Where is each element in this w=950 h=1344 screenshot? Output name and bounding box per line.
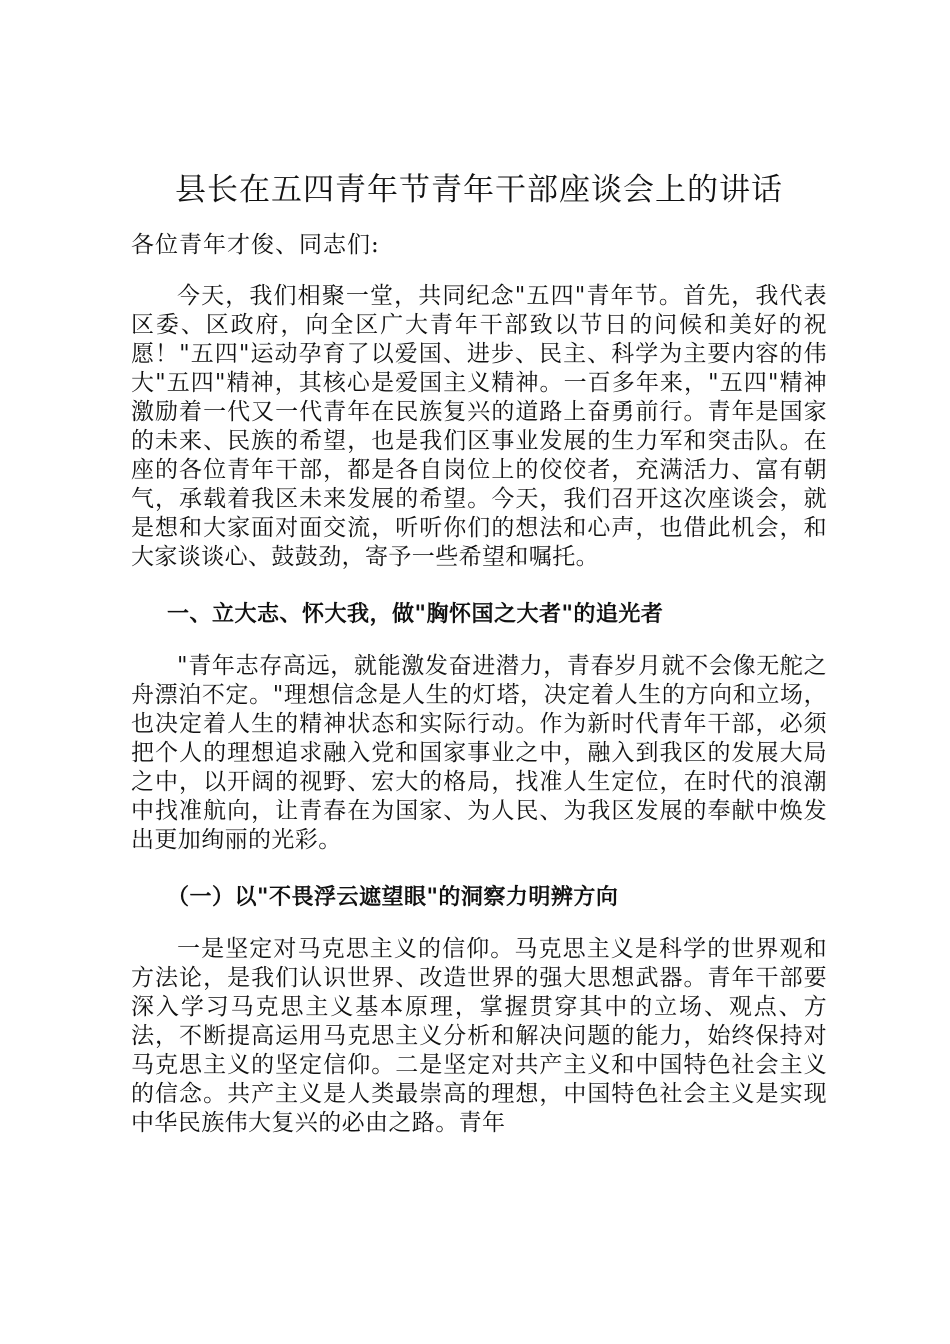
paragraph-subsection-1: 一是坚定对马克思主义的信仰。马克思主义是科学的世界观和方法论，是我们认识世界、改造世界的强大思想武器。青年干部要深入学习马克思主义基本原理，掌握贯穿其中的立场、观点、方法，不断提高运用马克思主义分析和解决问题的能力，始终保持对马克思主义的坚定信仰。二是坚定对共产主义和中国特色社会主义的信念。共产主义是人类最崇高的理想，中国特色社会主义是实现中华民族伟大复兴的必由之路。青年 [131, 936, 827, 1136]
section-heading-1: 一、立大志、怀大我，做"胸怀国之大者"的追光者 [167, 602, 664, 627]
greeting: 各位青年才俊、同志们: [131, 232, 380, 258]
paragraph-section-1: "青年志存高远，就能激发奋进潜力，青春岁月就不会像无舵之舟漂泊不定。"理想信念是人生的灯塔，决定着人生的方向和立场，也决定着人生的精神状态和实际行动。作为新时代青年干部，必须把个人的理想追求融入党和国家事业之中，融入到我区的发展大局之中，以开阔的视野、宏大的格局，找准人生定位，在时代的浪潮中找准航向，让青春在为国家、为人民、为我区发展的奉献中焕发出更加绚丽的光彩。 [131, 653, 827, 853]
subsection-heading-1: （一）以"不畏浮云遮望眼"的洞察力明辨方向 [167, 885, 619, 910]
document-title: 县长在五四青年节青年干部座谈会上的讲话 [175, 172, 783, 208]
document-page [131, 160, 827, 1138]
paragraph-opening: 今天，我们相聚一堂，共同纪念"五四"青年节。首先，我代表区委、区政府，向全区广大青年干部致以节日的问候和美好的祝愿！"五四"运动孕育了以爱国、进步、民主、科学为主要内容的伟大"五四"精神，其核心是爱国主义精神。一百多年来，"五四"精神激励着一代又一代青年在民族复兴的道路上奋勇前行。青年是国家的未来、民族的希望，也是我们区事业发展的生力军和突击队。在座的各位青年干部，都是各自岗位上的佼佼者，充满活力、富有朝气，承载着我区未来发展的希望。今天，我们召开这次座谈会，就是想和大家面对面交流，听听你们的想法和心声，也借此机会，和大家谈谈心、鼓鼓劲，寄予一些希望和嘱托。 [131, 283, 827, 570]
